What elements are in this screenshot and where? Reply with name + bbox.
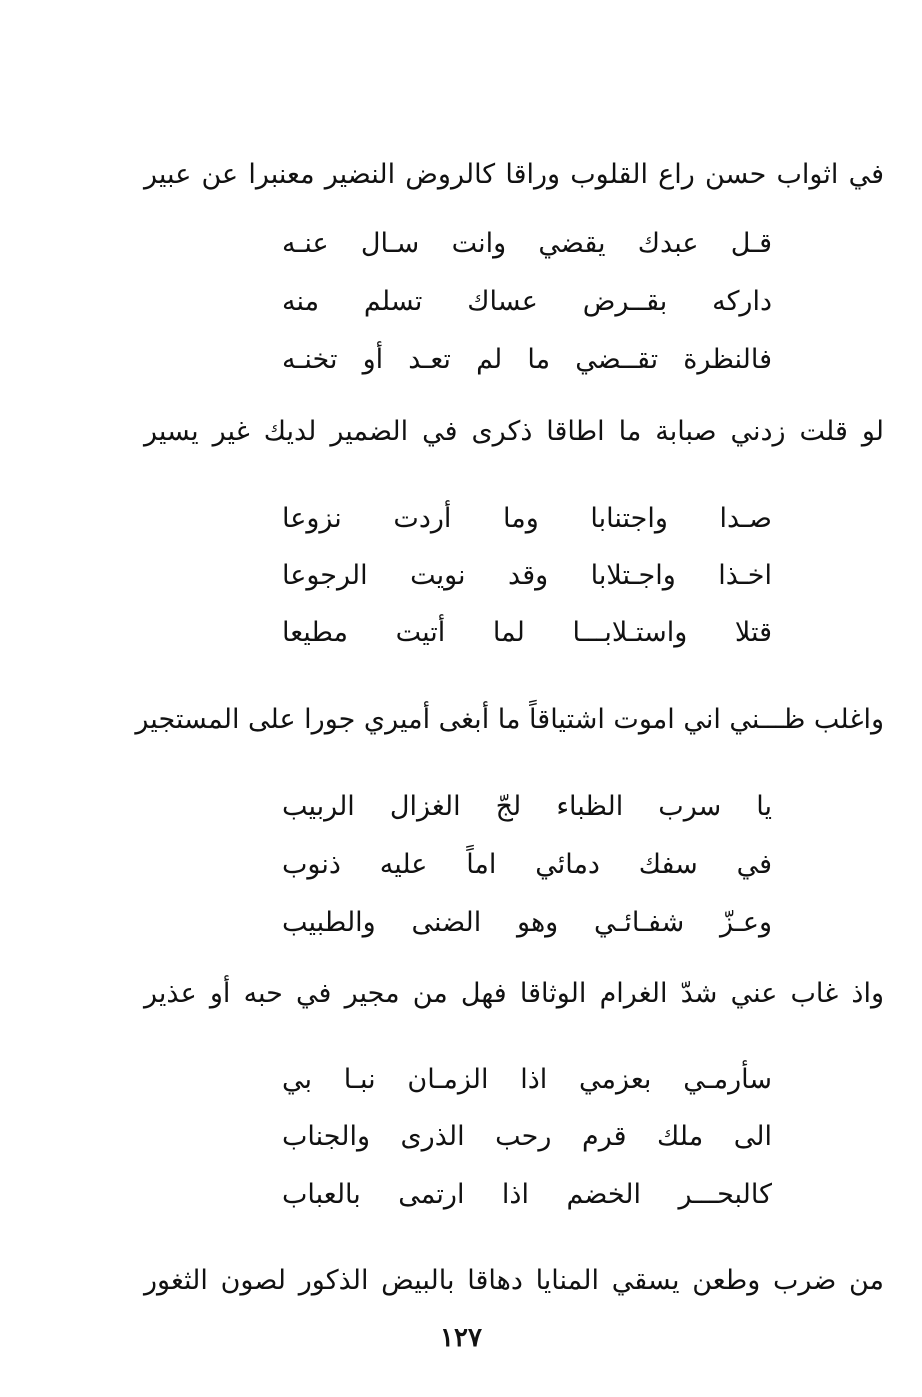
refrain-line: من ضرب وطعن يسقي المنايا دهاقا بالبيض الذكور لصون الثغور [144,1265,884,1296]
verse-line: قـل عبدك يقضي وانت سـال عنـه [282,228,772,259]
verse-line: صـدا واجتنابا وما أردت نزوعا [282,503,772,534]
verse-line: داركه بقــرض عساك تسلم منه [282,286,772,317]
verse-line: فالنظرة تقــضي ما لم تعـد أو تخنـه [282,344,772,375]
verse-line: وعـزّ شفـائـي وهو الضنى والطبيب [282,907,772,938]
refrain-line: واغلب ظـــني اني اموت اشتياقاً ما أبغى أميري جورا على المستجير [135,704,884,735]
refrain-line: في اثواب حسن راع القلوب وراقا كالروض النضير معنبرا عن عبير [144,159,884,190]
verse-line: يا سرب الظباء لجّ الغزال الربيب [282,791,772,822]
page-number: ١٢٧ [440,1323,482,1353]
verse-line: قتلا واستـلابـــا لما أتيت مطيعا [282,617,772,648]
refrain-line: لو قلت زدني صبابة ما اطاقا ذكرى في الضمير لديك غير يسير [144,416,884,447]
verse-line: كالبحـــر الخضم اذا ارتمى بالعباب [282,1179,772,1210]
verse-line: الى ملك قرم رحب الذرى والجناب [282,1121,772,1152]
verse-line: اخـذا واجـتلابا وقد نويت الرجوعا [282,560,772,591]
refrain-line: واذ غاب عني شدّ الغرام الوثاقا فهل من مجير في حبه أو عذير [144,978,884,1009]
verse-line: سأرمـي بعزمي اذا الزمـان نبـا بي [282,1064,772,1095]
verse-line: في سفك دمائي اماً عليه ذنوب [282,849,772,880]
